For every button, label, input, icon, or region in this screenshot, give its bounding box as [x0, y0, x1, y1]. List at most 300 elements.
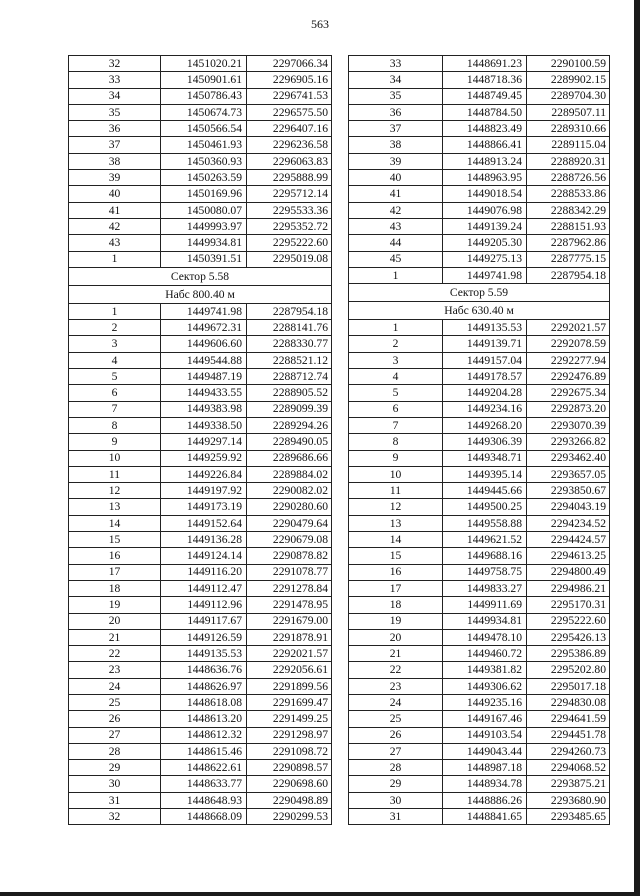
y-coordinate: 2295533.36	[247, 202, 332, 218]
x-coordinate: 1449306.62	[443, 678, 527, 694]
x-coordinate: 1448749.45	[443, 88, 527, 104]
x-coordinate: 1449135.53	[443, 320, 527, 336]
table-row	[69, 809, 332, 825]
table-row	[69, 483, 332, 499]
y-coordinate: 2294986.21	[527, 580, 610, 596]
y-coordinate: 2290100.59	[527, 56, 610, 72]
point-number: 1	[69, 251, 161, 267]
table-row	[69, 72, 332, 88]
y-coordinate: 2294800.49	[527, 564, 610, 580]
table-row	[69, 727, 332, 743]
y-coordinate: 2291679.00	[247, 613, 332, 629]
point-number: 37	[69, 137, 161, 153]
y-coordinate: 2288712.74	[247, 369, 332, 385]
point-number: 22	[69, 646, 161, 662]
table-row	[349, 137, 610, 153]
table-row	[349, 548, 610, 564]
y-coordinate: 2289686.66	[247, 450, 332, 466]
table-row	[69, 548, 332, 564]
point-number: 26	[69, 711, 161, 727]
table-row	[69, 646, 332, 662]
x-coordinate: 1449235.16	[443, 694, 527, 710]
y-coordinate: 2293850.67	[527, 483, 610, 499]
point-number: 6	[349, 401, 443, 417]
point-number: 41	[69, 202, 161, 218]
point-number: 14	[349, 532, 443, 548]
table-row	[349, 369, 610, 385]
table-row	[69, 417, 332, 433]
y-coordinate: 2291278.84	[247, 580, 332, 596]
point-number: 31	[349, 809, 443, 825]
table-row	[69, 450, 332, 466]
section-header-row	[69, 267, 332, 285]
table-row	[349, 613, 610, 629]
table-row	[349, 336, 610, 352]
x-coordinate: 1450169.96	[161, 186, 247, 202]
table-row	[69, 137, 332, 153]
point-number: 36	[349, 104, 443, 120]
x-coordinate: 1449558.88	[443, 515, 527, 531]
table-row	[349, 776, 610, 792]
table-row	[349, 597, 610, 613]
table-row	[349, 56, 610, 72]
point-number: 5	[349, 385, 443, 401]
table-row	[69, 153, 332, 169]
table-row	[349, 218, 610, 234]
point-number: 16	[69, 548, 161, 564]
y-coordinate: 2288533.86	[527, 186, 610, 202]
y-coordinate: 2292078.59	[527, 336, 610, 352]
x-coordinate: 1449934.81	[161, 235, 247, 251]
point-number: 4	[349, 369, 443, 385]
y-coordinate: 2287775.15	[527, 251, 610, 267]
x-coordinate: 1449672.31	[161, 320, 247, 336]
table-row	[349, 809, 610, 825]
x-coordinate: 1449112.96	[161, 597, 247, 613]
table-row	[69, 678, 332, 694]
point-number: 32	[69, 809, 161, 825]
y-coordinate: 2289902.15	[527, 72, 610, 88]
point-number: 20	[349, 629, 443, 645]
x-coordinate: 1449124.14	[161, 548, 247, 564]
y-coordinate: 2294830.08	[527, 694, 610, 710]
point-number: 14	[69, 515, 161, 531]
point-number: 42	[349, 202, 443, 218]
table-row	[349, 186, 610, 202]
y-coordinate: 2289704.30	[527, 88, 610, 104]
table-row	[69, 369, 332, 385]
point-number: 40	[349, 170, 443, 186]
x-coordinate: 1449487.19	[161, 369, 247, 385]
x-coordinate: 1449116.20	[161, 564, 247, 580]
x-coordinate: 1448913.24	[443, 153, 527, 169]
point-number: 7	[349, 417, 443, 433]
scan-border-bottom	[0, 892, 640, 896]
x-coordinate: 1449381.82	[443, 662, 527, 678]
section-header-row	[349, 284, 610, 302]
table-row	[69, 792, 332, 808]
x-coordinate: 1449152.64	[161, 515, 247, 531]
table-row	[349, 629, 610, 645]
point-number: 21	[69, 629, 161, 645]
y-coordinate: 2291078.77	[247, 564, 332, 580]
table-row	[349, 483, 610, 499]
y-coordinate: 2296741.53	[247, 88, 332, 104]
table-row	[69, 303, 332, 319]
point-number: 28	[69, 743, 161, 759]
y-coordinate: 2290082.02	[247, 483, 332, 499]
x-coordinate: 1449478.10	[443, 629, 527, 645]
point-number: 11	[349, 483, 443, 499]
x-coordinate: 1450080.07	[161, 202, 247, 218]
y-coordinate: 2295888.99	[247, 170, 332, 186]
point-number: 6	[69, 385, 161, 401]
y-coordinate: 2288905.52	[247, 385, 332, 401]
table-row	[69, 218, 332, 234]
point-number: 24	[349, 694, 443, 710]
section-header-row	[349, 302, 610, 320]
page-number: 563	[311, 17, 329, 31]
table-row	[349, 401, 610, 417]
table-row	[349, 251, 610, 267]
x-coordinate: 1449544.88	[161, 352, 247, 368]
x-coordinate: 1449043.44	[443, 743, 527, 759]
y-coordinate: 2293485.65	[527, 809, 610, 825]
x-coordinate: 1448612.32	[161, 727, 247, 743]
table-row	[349, 564, 610, 580]
point-number: 27	[349, 743, 443, 759]
y-coordinate: 2289115.04	[527, 137, 610, 153]
y-coordinate: 2295017.18	[527, 678, 610, 694]
table-row	[69, 499, 332, 515]
table-row	[349, 385, 610, 401]
x-coordinate: 1449205.30	[443, 235, 527, 251]
table-row	[349, 711, 610, 727]
y-coordinate: 2287954.18	[247, 303, 332, 319]
y-coordinate: 2289490.05	[247, 434, 332, 450]
x-coordinate: 1449297.14	[161, 434, 247, 450]
x-coordinate: 1449621.52	[443, 532, 527, 548]
point-number: 3	[349, 352, 443, 368]
y-coordinate: 2292675.34	[527, 385, 610, 401]
point-number: 37	[349, 121, 443, 137]
table-row	[349, 352, 610, 368]
x-coordinate: 1448615.46	[161, 743, 247, 759]
x-coordinate: 1449348.71	[443, 450, 527, 466]
x-coordinate: 1449178.57	[443, 369, 527, 385]
y-coordinate: 2293680.90	[527, 792, 610, 808]
table-row	[69, 251, 332, 267]
point-number: 39	[349, 153, 443, 169]
table-row	[349, 88, 610, 104]
table-row	[349, 320, 610, 336]
scan-border-right	[634, 0, 640, 896]
table-row	[69, 88, 332, 104]
x-coordinate: 1449500.25	[443, 499, 527, 515]
table-row	[69, 56, 332, 72]
y-coordinate: 2292476.89	[527, 369, 610, 385]
table-row	[69, 580, 332, 596]
y-coordinate: 2296407.16	[247, 121, 332, 137]
point-number: 17	[69, 564, 161, 580]
point-number: 23	[69, 662, 161, 678]
x-coordinate: 1449234.16	[443, 401, 527, 417]
table-row	[69, 466, 332, 482]
y-coordinate: 2294613.25	[527, 548, 610, 564]
y-coordinate: 2295386.89	[527, 646, 610, 662]
table-row	[349, 466, 610, 482]
table-row	[349, 580, 610, 596]
table-row	[349, 202, 610, 218]
y-coordinate: 2291478.95	[247, 597, 332, 613]
y-coordinate: 2292056.61	[247, 662, 332, 678]
point-number: 19	[349, 613, 443, 629]
y-coordinate: 2289099.39	[247, 401, 332, 417]
x-coordinate: 1449306.39	[443, 434, 527, 450]
table-row	[69, 434, 332, 450]
y-coordinate: 2290878.82	[247, 548, 332, 564]
table-row	[349, 121, 610, 137]
x-coordinate: 1449135.53	[161, 646, 247, 662]
point-number: 12	[349, 499, 443, 515]
point-number: 34	[69, 88, 161, 104]
y-coordinate: 2294424.57	[527, 532, 610, 548]
x-coordinate: 1448784.50	[443, 104, 527, 120]
y-coordinate: 2294043.19	[527, 499, 610, 515]
point-number: 8	[349, 434, 443, 450]
y-coordinate: 2295170.31	[527, 597, 610, 613]
y-coordinate: 2287962.86	[527, 235, 610, 251]
table-row	[349, 104, 610, 120]
x-coordinate: 1449126.59	[161, 629, 247, 645]
point-number: 18	[349, 597, 443, 613]
y-coordinate: 2294234.52	[527, 515, 610, 531]
x-coordinate: 1449167.46	[443, 711, 527, 727]
table-row	[69, 401, 332, 417]
y-coordinate: 2295202.80	[527, 662, 610, 678]
x-coordinate: 1449688.16	[443, 548, 527, 564]
coordinates-table-left	[68, 55, 332, 825]
x-coordinate: 1449833.27	[443, 580, 527, 596]
point-number: 20	[69, 613, 161, 629]
table-row	[69, 320, 332, 336]
x-coordinate: 1449395.14	[443, 466, 527, 482]
x-coordinate: 1449103.54	[443, 727, 527, 743]
table-row	[349, 450, 610, 466]
table-row	[349, 532, 610, 548]
y-coordinate: 2290479.64	[247, 515, 332, 531]
y-coordinate: 2287954.18	[527, 267, 610, 283]
point-number: 35	[69, 104, 161, 120]
y-coordinate: 2293462.40	[527, 450, 610, 466]
y-coordinate: 2295222.60	[247, 235, 332, 251]
y-coordinate: 2288330.77	[247, 336, 332, 352]
x-coordinate: 1449204.28	[443, 385, 527, 401]
y-coordinate: 2292873.20	[527, 401, 610, 417]
point-number: 42	[69, 218, 161, 234]
table-row	[69, 613, 332, 629]
x-coordinate: 1449911.69	[443, 597, 527, 613]
point-number: 4	[69, 352, 161, 368]
point-number: 43	[69, 235, 161, 251]
x-coordinate: 1449173.19	[161, 499, 247, 515]
x-coordinate: 1449338.50	[161, 417, 247, 433]
x-coordinate: 1448618.08	[161, 694, 247, 710]
y-coordinate: 2294641.59	[527, 711, 610, 727]
x-coordinate: 1449112.47	[161, 580, 247, 596]
point-number: 36	[69, 121, 161, 137]
x-coordinate: 1449136.28	[161, 532, 247, 548]
table-row	[69, 104, 332, 120]
y-coordinate: 2295019.08	[247, 251, 332, 267]
point-number: 29	[349, 776, 443, 792]
x-coordinate: 1448886.26	[443, 792, 527, 808]
point-number: 28	[349, 760, 443, 776]
x-coordinate: 1448648.93	[161, 792, 247, 808]
table-row	[69, 515, 332, 531]
table-row	[349, 153, 610, 169]
table-row	[69, 385, 332, 401]
point-number: 2	[69, 320, 161, 336]
table-row	[349, 646, 610, 662]
x-coordinate: 1448636.76	[161, 662, 247, 678]
point-number: 15	[349, 548, 443, 564]
point-number: 38	[69, 153, 161, 169]
table-row	[349, 662, 610, 678]
point-number: 15	[69, 532, 161, 548]
table-row	[349, 267, 610, 283]
y-coordinate: 2294451.78	[527, 727, 610, 743]
coordinates-table-right-body	[349, 56, 610, 825]
table-row	[69, 711, 332, 727]
x-coordinate: 1448668.09	[161, 809, 247, 825]
table-row	[349, 792, 610, 808]
x-coordinate: 1448963.95	[443, 170, 527, 186]
table-row	[349, 434, 610, 450]
y-coordinate: 2288141.76	[247, 320, 332, 336]
y-coordinate: 2290280.60	[247, 499, 332, 515]
y-coordinate: 2293070.39	[527, 417, 610, 433]
point-number: 22	[349, 662, 443, 678]
point-number: 11	[69, 466, 161, 482]
point-number: 9	[69, 434, 161, 450]
y-coordinate: 2292021.57	[527, 320, 610, 336]
y-coordinate: 2290679.08	[247, 532, 332, 548]
x-coordinate: 1449758.75	[443, 564, 527, 580]
x-coordinate: 1449226.84	[161, 466, 247, 482]
table-row	[69, 170, 332, 186]
y-coordinate: 2288151.93	[527, 218, 610, 234]
y-coordinate: 2289507.11	[527, 104, 610, 120]
point-number: 30	[69, 776, 161, 792]
point-number: 7	[69, 401, 161, 417]
table-row	[69, 186, 332, 202]
table-row	[69, 564, 332, 580]
section-header-row	[69, 285, 332, 303]
x-coordinate: 1448622.61	[161, 760, 247, 776]
y-coordinate: 2292277.94	[527, 352, 610, 368]
point-number: 40	[69, 186, 161, 202]
y-coordinate: 2289884.02	[247, 466, 332, 482]
y-coordinate: 2292021.57	[247, 646, 332, 662]
x-coordinate: 1449117.67	[161, 613, 247, 629]
point-number: 44	[349, 235, 443, 251]
point-number: 29	[69, 760, 161, 776]
table-row	[349, 499, 610, 515]
point-number: 24	[69, 678, 161, 694]
x-coordinate: 1449606.60	[161, 336, 247, 352]
table-row	[349, 417, 610, 433]
x-coordinate: 1449139.71	[443, 336, 527, 352]
y-coordinate: 2290698.60	[247, 776, 332, 792]
table-row	[69, 694, 332, 710]
point-number: 18	[69, 580, 161, 596]
point-number: 38	[349, 137, 443, 153]
y-coordinate: 2295712.14	[247, 186, 332, 202]
x-coordinate: 1450566.54	[161, 121, 247, 137]
point-number: 45	[349, 251, 443, 267]
point-number: 32	[69, 56, 161, 72]
coordinates-table-right	[348, 55, 610, 825]
y-coordinate: 2291899.56	[247, 678, 332, 694]
point-number: 2	[349, 336, 443, 352]
x-coordinate: 1449741.98	[443, 267, 527, 283]
y-coordinate: 2291699.47	[247, 694, 332, 710]
point-number: 5	[69, 369, 161, 385]
y-coordinate: 2296236.58	[247, 137, 332, 153]
x-coordinate: 1449268.20	[443, 417, 527, 433]
x-coordinate: 1449433.55	[161, 385, 247, 401]
table-row	[349, 678, 610, 694]
table-row	[349, 170, 610, 186]
x-coordinate: 1449934.81	[443, 613, 527, 629]
y-coordinate: 2296905.16	[247, 72, 332, 88]
y-coordinate: 2293266.82	[527, 434, 610, 450]
x-coordinate: 1449993.97	[161, 218, 247, 234]
x-coordinate: 1449275.13	[443, 251, 527, 267]
y-coordinate: 2297066.34	[247, 56, 332, 72]
table-row	[349, 760, 610, 776]
point-number: 31	[69, 792, 161, 808]
table-row	[69, 597, 332, 613]
table-row	[69, 352, 332, 368]
x-coordinate: 1448691.23	[443, 56, 527, 72]
table-row	[349, 235, 610, 251]
section-title: Сектор 5.59	[349, 284, 610, 302]
x-coordinate: 1450391.51	[161, 251, 247, 267]
x-coordinate: 1448841.65	[443, 809, 527, 825]
point-number: 1	[69, 303, 161, 319]
x-coordinate: 1448718.36	[443, 72, 527, 88]
y-coordinate: 2296063.83	[247, 153, 332, 169]
y-coordinate: 2288521.12	[247, 352, 332, 368]
y-coordinate: 2290898.57	[247, 760, 332, 776]
point-number: 3	[69, 336, 161, 352]
y-coordinate: 2288920.31	[527, 153, 610, 169]
x-coordinate: 1450786.43	[161, 88, 247, 104]
y-coordinate: 2295426.13	[527, 629, 610, 645]
point-number: 12	[69, 483, 161, 499]
y-coordinate: 2294068.52	[527, 760, 610, 776]
point-number: 30	[349, 792, 443, 808]
point-number: 43	[349, 218, 443, 234]
point-number: 21	[349, 646, 443, 662]
point-number: 39	[69, 170, 161, 186]
x-coordinate: 1448866.41	[443, 137, 527, 153]
point-number: 25	[349, 711, 443, 727]
table-row	[69, 121, 332, 137]
point-number: 23	[349, 678, 443, 694]
